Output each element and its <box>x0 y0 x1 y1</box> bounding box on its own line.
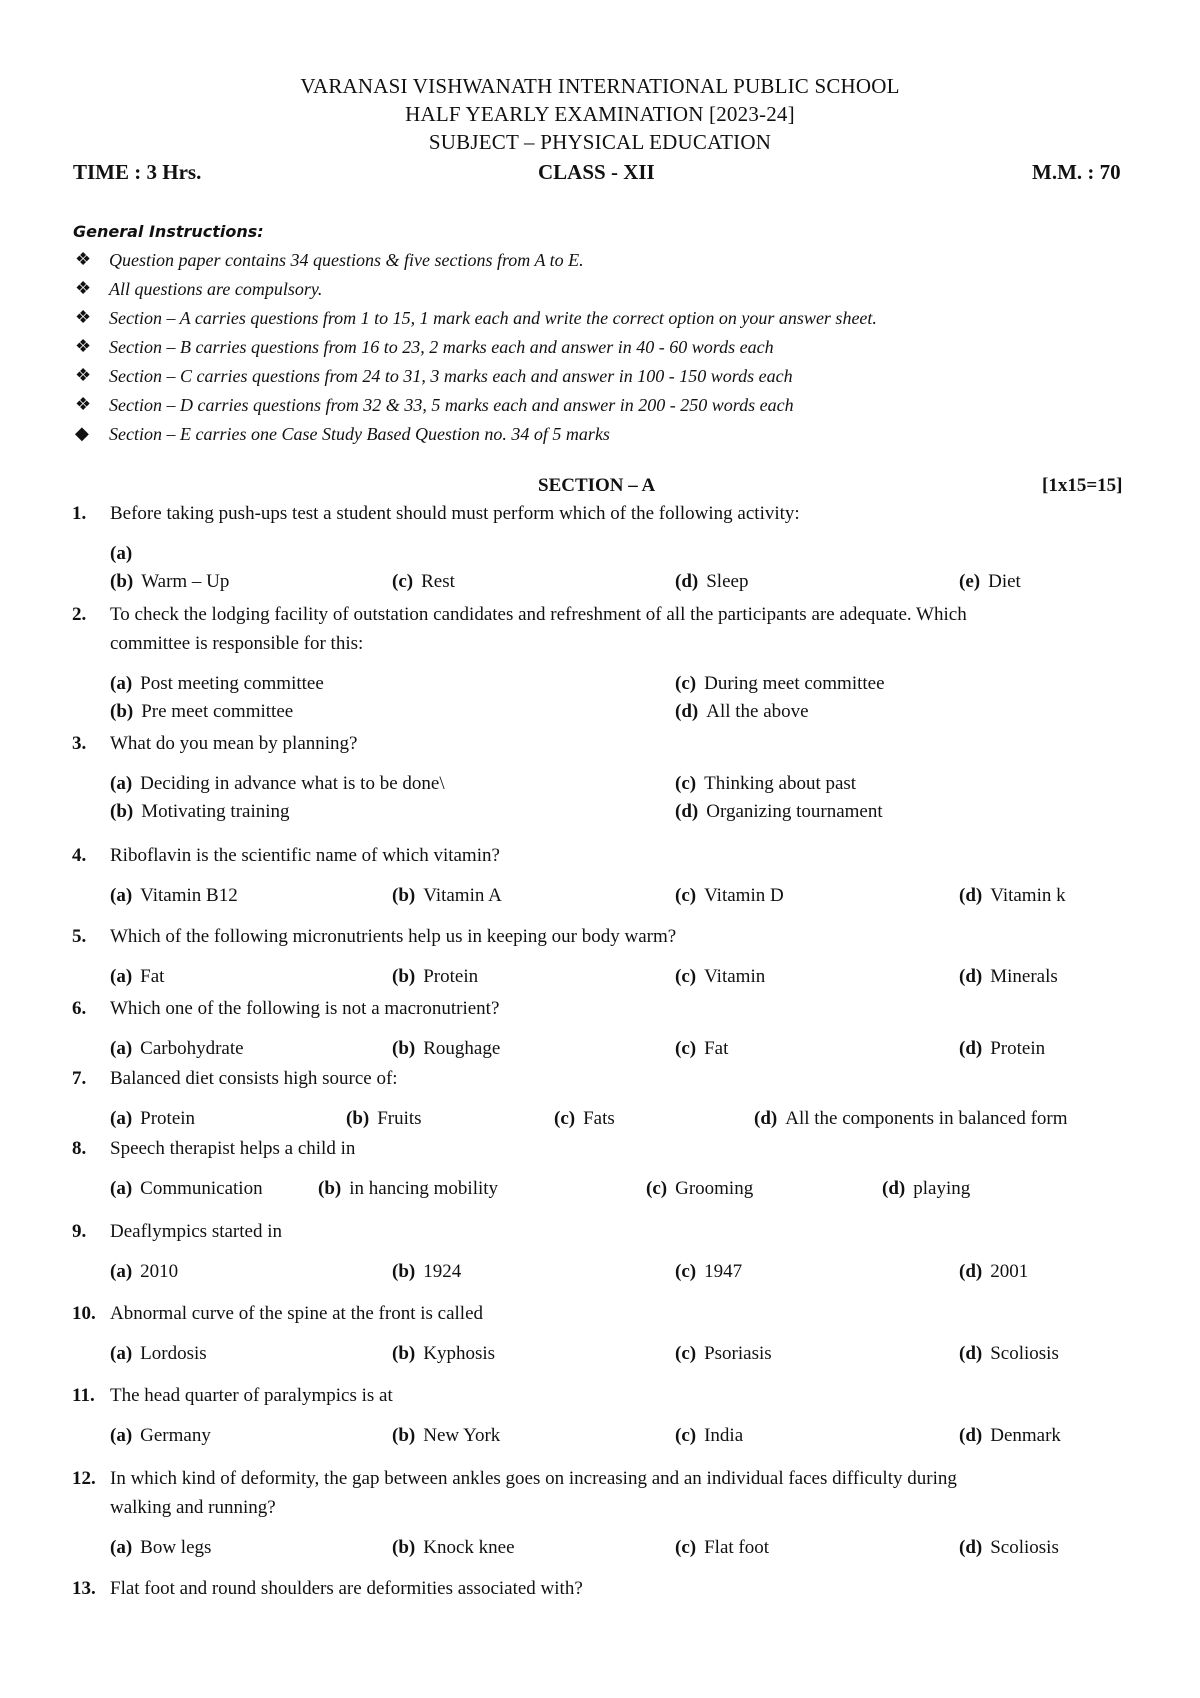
option-item <box>392 1425 500 1447</box>
option-label: (e) <box>959 571 981 592</box>
option-text: Bow legs <box>140 1537 212 1558</box>
question-text: Which one of the following is not a macronutrient? <box>110 998 500 1019</box>
option-text: Carbohydrate <box>140 1038 244 1059</box>
option-label: (a) <box>110 1537 133 1558</box>
instruction-text: Section – C carries questions from 24 to 31, 3 marks each and answer in 100 - 150 words each <box>109 366 793 386</box>
option-text: All the components in balanced form <box>785 1108 1068 1129</box>
option-label: (d) <box>882 1178 906 1199</box>
option-label: (d) <box>959 1261 983 1282</box>
question-number: 1. <box>72 503 87 524</box>
option-item <box>882 1178 970 1200</box>
option-label: (c) <box>675 1425 697 1446</box>
option-item <box>110 1038 244 1060</box>
option-text: Rest <box>421 571 455 592</box>
option-text: Roughage <box>423 1038 501 1059</box>
option-text: Vitamin B12 <box>140 885 238 906</box>
question-text: Which of the following micronutrients help us in keeping our body warm? <box>110 926 677 947</box>
exam-title: HALF YEARLY EXAMINATION [2023-24] <box>405 102 795 126</box>
option-item <box>754 1108 1068 1130</box>
instruction-text: Section – B carries questions from 16 to 23, 2 marks each and answer in 40 - 60 words each <box>109 337 774 357</box>
bullet-icon: ◆ <box>75 423 89 443</box>
bullet-icon: ❖ <box>75 365 92 385</box>
option-item <box>392 885 502 907</box>
option-item <box>110 1537 211 1559</box>
option-text: Psoriasis <box>704 1343 772 1364</box>
option-label: (b) <box>110 571 134 592</box>
bullet-icon: ❖ <box>75 307 92 327</box>
instructions-title: General Instructions: <box>73 222 264 241</box>
option-text: India <box>704 1425 744 1446</box>
option-item <box>959 1425 1061 1447</box>
option-text: Protein <box>990 1038 1046 1059</box>
option-item <box>110 966 164 988</box>
option-item <box>110 885 238 907</box>
option-label: (d) <box>959 1038 983 1059</box>
option-text: Organizing tournament <box>706 801 883 822</box>
option-label: (a) <box>110 1178 133 1199</box>
question-number: 11. <box>72 1385 95 1406</box>
option-item <box>675 966 765 988</box>
option-item <box>675 701 809 723</box>
option-item <box>110 1261 178 1283</box>
option-label: (b) <box>110 701 134 722</box>
question-text: Deaflympics started in <box>110 1221 283 1242</box>
question-number: 5. <box>72 926 87 947</box>
option-text: Fat <box>704 1038 729 1059</box>
option-item <box>110 1425 211 1447</box>
option-item <box>392 966 478 988</box>
option-item <box>110 801 290 823</box>
option-text: Fats <box>583 1108 615 1129</box>
option-item <box>675 1343 772 1365</box>
option-text: Vitamin <box>704 966 766 987</box>
option-label: (b) <box>318 1178 342 1199</box>
time-label: TIME : 3 Hrs. <box>73 160 202 184</box>
option-label: (a) <box>110 1261 133 1282</box>
option-label: (a) <box>110 1425 133 1446</box>
option-label: (a) <box>110 1038 133 1059</box>
option-text: 1924 <box>423 1261 462 1282</box>
option-item <box>959 966 1058 988</box>
option-label: (b) <box>392 885 416 906</box>
option-text: Motivating training <box>141 801 290 822</box>
option-item <box>392 1038 500 1060</box>
option-item <box>675 1038 728 1060</box>
option-item <box>392 1343 495 1365</box>
question-number: 9. <box>72 1221 87 1242</box>
option-text: Fruits <box>377 1108 422 1129</box>
option-item <box>392 571 455 593</box>
question-number: 4. <box>72 845 87 866</box>
question-text: Abnormal curve of the spine at the front is called <box>110 1303 484 1324</box>
option-item <box>675 1425 743 1447</box>
option-label: (c) <box>675 1343 697 1364</box>
question-text: Riboflavin is the scientific name of which vitamin? <box>110 845 500 866</box>
option-item <box>646 1178 753 1200</box>
instruction-text: All questions are compulsory. <box>109 279 323 299</box>
option-label: (b) <box>392 1425 416 1446</box>
option-item <box>675 1537 769 1559</box>
option-item <box>959 1343 1059 1365</box>
option-item <box>675 673 885 695</box>
option-text: New York <box>423 1425 501 1446</box>
option-label: (a) <box>110 773 133 794</box>
instruction-text: Section – A carries questions from 1 to 15, 1 mark each and write the correct option on your answer sheet. <box>109 308 877 328</box>
option-label: (d) <box>959 966 983 987</box>
option-item <box>675 801 883 823</box>
option-item <box>675 571 748 593</box>
option-label: (b) <box>392 1038 416 1059</box>
option-text: Pre meet committee <box>141 701 294 722</box>
option-item <box>110 701 293 723</box>
option-label: (b) <box>346 1108 370 1129</box>
option-text: Vitamin D <box>704 885 784 906</box>
option-text: Knock knee <box>423 1537 515 1558</box>
option-text: Scoliosis <box>990 1343 1059 1364</box>
option-label: (a) <box>110 543 133 564</box>
option-label: (b) <box>110 801 134 822</box>
option-item <box>318 1178 498 1200</box>
option-text: Scoliosis <box>990 1537 1059 1558</box>
option-item <box>110 1178 263 1200</box>
option-text: 2001 <box>990 1261 1029 1282</box>
question-text: Balanced diet consists high source of: <box>110 1068 398 1089</box>
instruction-text: Section – E carries one Case Study Based Question no. 34 of 5 marks <box>109 424 610 444</box>
option-label: (b) <box>392 1261 416 1282</box>
subject-title: SUBJECT – PHYSICAL EDUCATION <box>428 130 772 154</box>
option-text: in hancing mobility <box>349 1178 499 1199</box>
option-text: Communication <box>140 1178 263 1199</box>
option-text: Germany <box>140 1425 211 1446</box>
option-label: (d) <box>675 701 699 722</box>
question-text: Speech therapist helps a child in <box>110 1138 356 1159</box>
question-number: 2. <box>72 604 87 625</box>
option-text: Lordosis <box>140 1343 207 1364</box>
option-label: (c) <box>675 1038 697 1059</box>
option-text: playing <box>913 1178 971 1199</box>
option-item <box>675 773 856 795</box>
option-item <box>959 1537 1059 1559</box>
option-text: Protein <box>140 1108 196 1129</box>
option-label: (b) <box>392 1343 416 1364</box>
class-label: CLASS - XII <box>538 160 655 184</box>
option-text: Vitamin k <box>990 885 1066 906</box>
option-label: (d) <box>959 1537 983 1558</box>
option-item <box>675 1261 742 1283</box>
option-label: (c) <box>675 1261 697 1282</box>
option-text: Protein <box>423 966 479 987</box>
option-label: (c) <box>675 673 697 694</box>
option-label: (a) <box>110 1108 133 1129</box>
question-number: 7. <box>72 1068 87 1089</box>
option-label: (c) <box>554 1108 576 1129</box>
option-text: Thinking about past <box>704 773 857 794</box>
option-label: (d) <box>959 1343 983 1364</box>
option-item <box>675 885 784 907</box>
option-label: (c) <box>675 773 697 794</box>
option-item <box>346 1108 422 1130</box>
option-text: All the above <box>706 701 809 722</box>
option-label: (a) <box>110 1343 133 1364</box>
option-label: (d) <box>675 571 699 592</box>
question-text: Before taking push-ups test a student should must perform which of the following activity: <box>110 503 800 524</box>
option-item <box>554 1108 615 1130</box>
option-label: (d) <box>675 801 699 822</box>
option-text: Post meeting committee <box>140 673 324 694</box>
max-marks-label: M.M. : 70 <box>1032 160 1121 184</box>
option-text: Grooming <box>675 1178 754 1199</box>
option-label: (c) <box>646 1178 668 1199</box>
instruction-text: Section – D carries questions from 32 & 33, 5 marks each and answer in 200 - 250 words each <box>109 395 794 415</box>
question-text: walking and running? <box>110 1497 276 1518</box>
question-number: 8. <box>72 1138 87 1159</box>
option-item <box>392 1537 515 1559</box>
question-text: To check the lodging facility of outstation candidates and refreshment of all the participants are adequate. Which <box>110 604 967 625</box>
option-label: (c) <box>675 885 697 906</box>
option-item <box>110 673 324 695</box>
question-number: 12. <box>72 1468 96 1489</box>
option-item <box>392 1261 461 1283</box>
option-item <box>959 571 1021 593</box>
section-a-marks: [1x15=15] <box>1042 475 1123 496</box>
option-label: (a) <box>110 885 133 906</box>
option-label: (b) <box>392 1537 416 1558</box>
option-text: Deciding in advance what is to be done\ <box>140 773 445 794</box>
option-text: 2010 <box>140 1261 179 1282</box>
option-text: Vitamin A <box>423 885 502 906</box>
question-number: 3. <box>72 733 87 754</box>
option-text: Flat foot <box>704 1537 770 1558</box>
option-text: Denmark <box>990 1425 1061 1446</box>
section-a-title: SECTION – A <box>538 475 656 496</box>
option-item <box>110 543 140 565</box>
option-text: Sleep <box>706 571 749 592</box>
option-text: Kyphosis <box>423 1343 496 1364</box>
option-label: (c) <box>675 966 697 987</box>
bullet-icon: ❖ <box>75 278 92 298</box>
option-label: (b) <box>392 966 416 987</box>
option-text: Diet <box>988 571 1021 592</box>
option-text: Warm – Up <box>141 571 230 592</box>
question-number: 6. <box>72 998 87 1019</box>
option-label: (c) <box>675 1537 697 1558</box>
option-label: (d) <box>959 1425 983 1446</box>
option-item <box>959 1038 1045 1060</box>
option-item <box>110 1343 207 1365</box>
question-number: 10. <box>72 1303 96 1324</box>
bullet-icon: ❖ <box>75 394 92 414</box>
question-text: What do you mean by planning? <box>110 733 358 754</box>
option-text: Minerals <box>990 966 1058 987</box>
option-item <box>959 1261 1028 1283</box>
question-text: In which kind of deformity, the gap between ankles goes on increasing and an individual faces difficulty during <box>110 1468 957 1489</box>
question-text: Flat foot and round shoulders are deformities associated with? <box>110 1578 583 1599</box>
question-text: The head quarter of paralympics is at <box>110 1385 393 1406</box>
option-label: (d) <box>959 885 983 906</box>
option-label: (a) <box>110 673 133 694</box>
option-label: (c) <box>392 571 414 592</box>
option-text: 1947 <box>704 1261 743 1282</box>
option-text: Fat <box>140 966 165 987</box>
option-label: (d) <box>754 1108 778 1129</box>
instruction-text: Question paper contains 34 questions & five sections from A to E. <box>109 250 584 270</box>
question-text: committee is responsible for this: <box>110 633 364 654</box>
option-item <box>110 571 229 593</box>
bullet-icon: ❖ <box>75 249 92 269</box>
question-number: 13. <box>72 1578 96 1599</box>
option-label: (a) <box>110 966 133 987</box>
school-name: VARANASI VISHWANATH INTERNATIONAL PUBLIC SCHOOL <box>300 74 900 98</box>
option-text: During meet committee <box>704 673 885 694</box>
option-item <box>110 1108 195 1130</box>
option-item <box>959 885 1066 907</box>
bullet-icon: ❖ <box>75 336 92 356</box>
option-item <box>110 773 445 795</box>
